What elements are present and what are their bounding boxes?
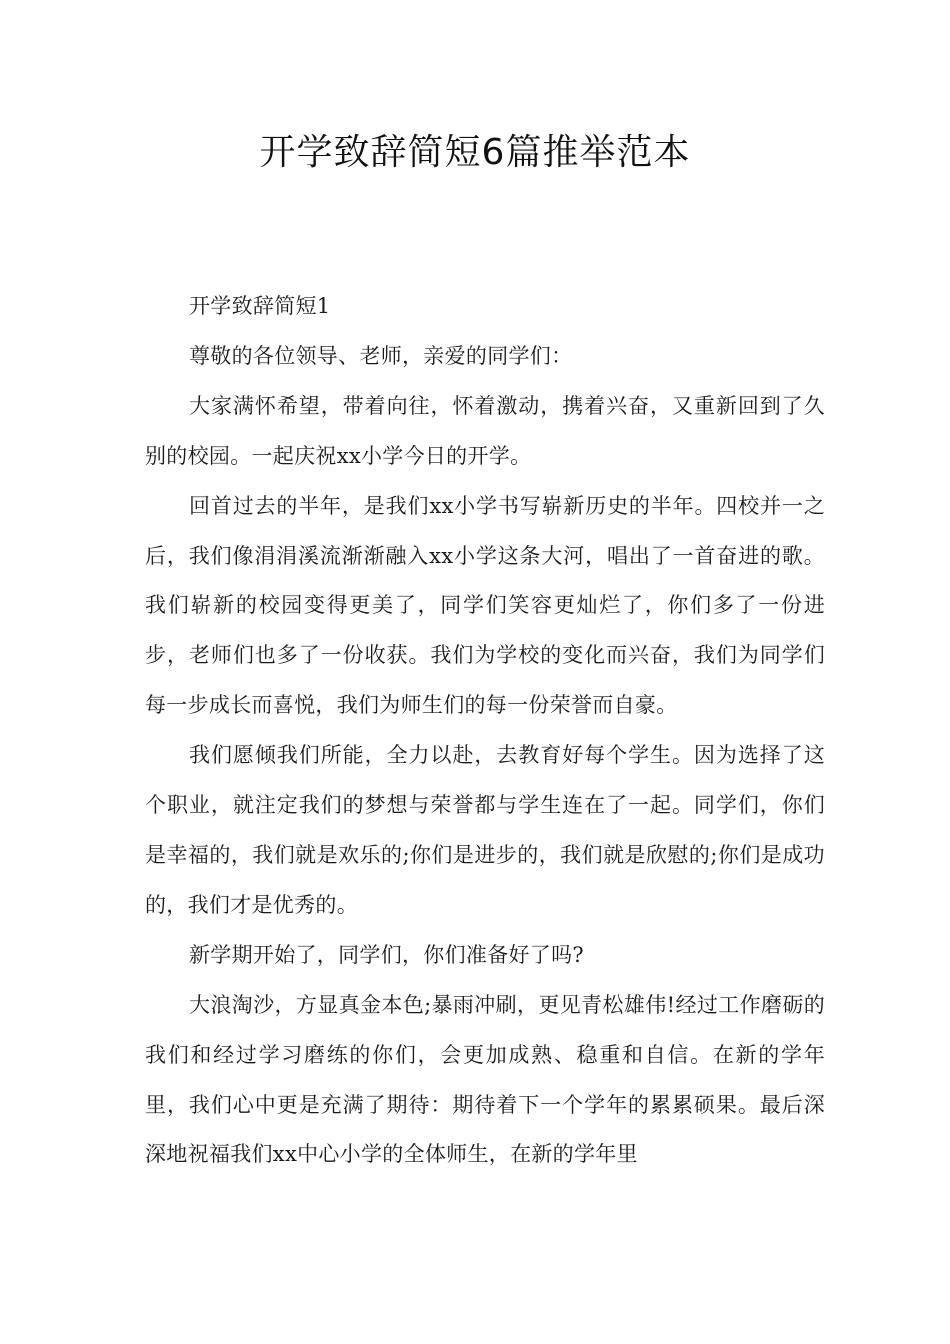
body-paragraph: 我们愿倾我们所能，全力以赴，去教育好每个学生。因为选择了这个职业，就注定我们的梦想与荣誉都与学生连在了一起。同学们，你们是幸福的，我们就是欢乐的;你们是进步的，我们就是欣慰的;你们是成功的，我们才是优秀的。 (145, 743, 825, 917)
document-title: 开学致辞简短6篇推举范本 (259, 132, 691, 173)
section-heading: 开学致辞简短1 (189, 294, 331, 318)
body-paragraph: 大浪淘沙，方显真金本色;暴雨冲刷，更见青松雄伟!经过工作磨砺的我们和经过学习磨练的你们，会更加成熟、稳重和自信。在新的学年里，我们心中更是充满了期待：期待着下一个学年的累累硕果。最后深深地祝福我们xx中心小学的全体师生，在新的学年里 (145, 992, 825, 1167)
body-paragraph: 大家满怀希望，带着向往，怀着激动，携着兴奋，又重新回到了久别的校园。一起庆祝xx小学今日的开学。 (145, 393, 825, 468)
body-paragraph: 新学期开始了，同学们，你们准备好了吗? (189, 942, 584, 967)
salutation-paragraph: 尊敬的各位领导、老师，亲爱的同学们： (189, 343, 573, 368)
body-paragraph: 回首过去的半年，是我们xx小学书写崭新历史的半年。四校并一之后，我们像涓涓溪流渐渐融入xx小学这条大河，唱出了一首奋进的歌。我们崭新的校园变得更美了，同学们笑容更灿烂了，你们多了一份进步，老师们也多了一份收获。我们为学校的变化而兴奋，我们为同学们每一步成长而喜悦，我们为师生们的每一份荣誉而自豪。 (145, 493, 825, 718)
document-body (145, 282, 825, 1180)
